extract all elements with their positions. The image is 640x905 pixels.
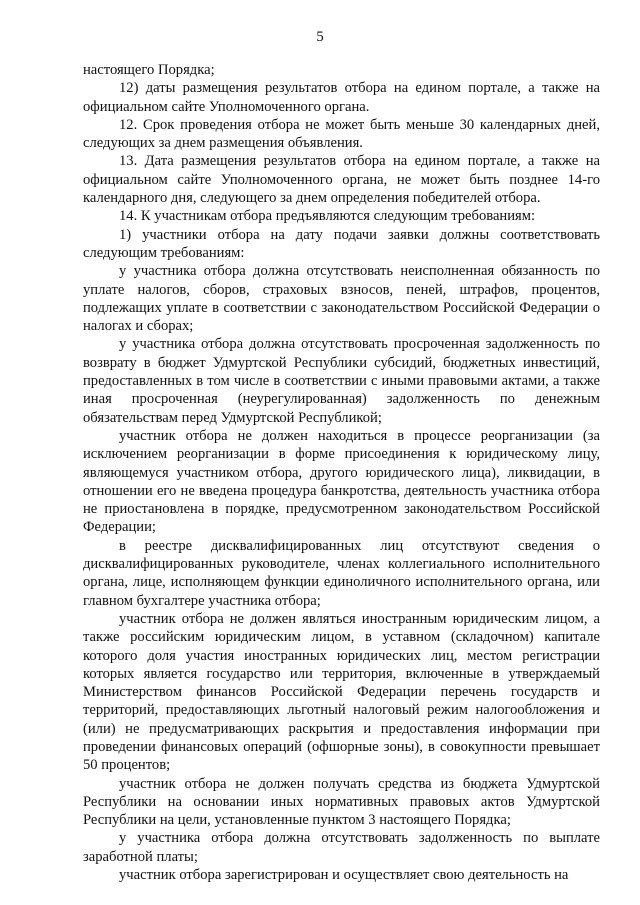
paragraph-requirement-overdue-debt: у участника отбора должна отсутствовать просроченная задолженность по возврату в бюджет Удмуртской Республики субсидий, бюджетных инвестиций, предоставленных в том числе в соответствии с иными правовыми актами, а также иная просроченная (неурегулированная) задолженность по денежным обязательствам перед Удмуртской Республикой;: [83, 336, 600, 426]
paragraph-continuation: настоящего Порядка;: [83, 62, 215, 78]
paragraph-clause-14: 14. К участникам отбора предъявляются следующим требованиям:: [119, 208, 536, 225]
paragraph-item-12-dates: 12) даты размещения результатов отбора на едином портале, а также на официальном сайте Уполномоченного органа.: [83, 80, 600, 115]
paragraph-requirement-disqualified: в реестре дисквалифицированных лиц отсутствуют сведения о дисквалифицированных руководителе, членах коллегиального исполнительного органа, лице, исполняющем функции единоличного исполнительного органа, или главном бухгалтере участника отбора;: [83, 537, 600, 609]
paragraph-requirement-registered: участник отбора зарегистрирован и осуществляет свою деятельность на: [119, 867, 569, 884]
paragraph-subitem-1: 1) участники отбора на дату подачи заявки должны соответствовать следующим требованиям:: [83, 226, 600, 261]
paragraph-requirement-taxes: у участника отбора должна отсутствовать неисполненная обязанность по уплате налогов, сборов, страховых взносов, пеней, штрафов, процентов, подлежащих уплате в соответствии с законодательством Российской Федерации о налогах и сборах;: [83, 263, 600, 335]
paragraph-requirement-foreign-entity: участник отбора не должен являться иностранным юридическим лицом, а также российским юридическим лицом, в уставном (складочном) капитале которого доля участия иностранных юридических лиц, местом регистрации которых является государство или территория, включенные в утверждаемый Министерством финансов Российской Федерации перечень государств и территорий, предоставляющих льготный налоговый режим налогообложения и (или) не предусматривающих раскрытия и предоставления информации при проведении финансовых операций (офшорные зоны), в совокупности превышает 50 процентов;: [83, 610, 600, 774]
document-body: [83, 61, 600, 884]
paragraph-clause-13: 13. Дата размещения результатов отбора на едином портале, а также на официальном сайте Уполномоченного органа, не может быть позднее 14-го календарного дня, следующего за днем определения победителей отбора.: [83, 153, 600, 207]
paragraph-requirement-salary-debt: у участника отбора должна отсутствовать задолженность по выплате заработной платы;: [83, 830, 600, 865]
paragraph-requirement-no-other-funds: участник отбора не должен получать средства из бюджета Удмуртской Республики на основании иных нормативных правовых актов Удмуртской Республики на цели, установленные пунктом 3 настоящего Порядка;: [83, 775, 600, 829]
paragraph-requirement-reorganization: участник отбора не должен находиться в процессе реорганизации (за исключением реорганизации в форме присоединения к юридическому лицу, являющемуся участником отбора, другого юридического лица), ликвидации, в отношении его не введена процедура банкротства, деятельность участника отбора не приостановлена в порядке, предусмотренном законодательством Российской Федерации;: [83, 427, 600, 536]
page-number: 5: [316, 29, 324, 45]
paragraph-clause-12: 12. Срок проведения отбора не может быть меньше 30 календарных дней, следующих за днем размещения объявления.: [83, 116, 600, 152]
